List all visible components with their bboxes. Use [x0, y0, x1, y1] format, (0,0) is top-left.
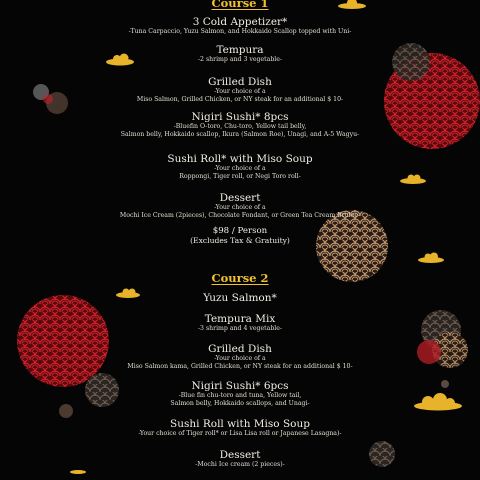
item-desc: -Bluefin O-toro, Chu-toro, Yellow tail belly, [173, 123, 307, 130]
item-name: Tempura [216, 44, 264, 56]
course-1-item-1 [0, 16, 480, 36]
item-name: Nigiri Sushi* 8pcs [191, 111, 289, 123]
course-2-item-6 [0, 449, 480, 469]
price: $98 / Person [212, 226, 268, 236]
course-1-item-6 [0, 192, 480, 220]
item-desc: -2 shrimp and 3 vegetable- [197, 56, 283, 63]
item-desc: Salmon belly, Hokkaido scallops, and Unagi- [170, 400, 310, 407]
item-desc: -Your choice of a [214, 204, 266, 211]
course-2-item-4 [0, 380, 480, 408]
item-name: Dessert [219, 449, 261, 461]
item-desc: Salmon belly, Hokkaido scallop, Ikura (Salmon Roe), Unagi, and A-5 Wagyu- [120, 131, 360, 138]
price-note: (Excludes Tax & Gratuity) [190, 236, 290, 245]
course-2-item-1 [0, 292, 480, 304]
item-name: Yuzu Salmon* [203, 292, 277, 304]
item-desc: -Tuna Carpaccio, Yuzu Salmon, and Hokkaido Scallop topped with Uni- [128, 28, 352, 35]
item-desc: Miso Salmon, Grilled Chicken, or NY steak for an additional $ 10- [136, 96, 344, 103]
item-name: Nigiri Sushi* 6pcs [191, 380, 289, 392]
item-name: Sushi Roll* with Miso Soup [167, 153, 313, 165]
course-1-price [0, 226, 480, 246]
course-2-item-2 [0, 313, 480, 333]
item-name: Grilled Dish [208, 343, 272, 355]
course-2-item-5 [0, 418, 480, 438]
item-name: Dessert [219, 192, 261, 204]
item-name: Sushi Roll with Miso Soup [170, 418, 310, 430]
item-desc: -3 shrimp and 4 vegetable- [197, 325, 283, 332]
item-desc: Miso Salmon kama, Grilled Chicken, or NY steak for an additional $ 10- [127, 363, 353, 370]
course-1-item-3 [0, 76, 480, 104]
course-2-title: Course 2 [211, 271, 269, 285]
item-desc: -Your choice of a [214, 88, 266, 95]
course-1-item-5 [0, 153, 480, 181]
item-name: Grilled Dish [208, 76, 272, 88]
item-name: Tempura Mix [204, 313, 276, 325]
red-wave-circle-left [17, 295, 109, 387]
item-desc: Roppongi, Tiger roll, or Negi Toro roll- [179, 173, 301, 180]
item-desc: -Your choice of a [214, 165, 266, 172]
item-desc: -Mochi Ice cream (2 pieces)- [195, 461, 285, 468]
item-desc: -Blue fin chu-toro and tuna, Yellow tail, [178, 392, 302, 399]
item-desc: Mochi Ice Cream (2pieces), Chocolate Fondant, or Green Tea Cream Brulee- [119, 212, 361, 219]
course-1-item-4 [0, 111, 480, 139]
item-desc: -Your choice of Tiger roll* or Lisa Lisa roll or Japanese Lasagna)- [138, 430, 342, 437]
course-2-item-3 [0, 343, 480, 371]
item-desc: -Your choice of a [214, 355, 266, 362]
course-1-title: Course 1 [211, 0, 269, 10]
item-name: 3 Cold Appetizer* [192, 16, 288, 28]
course-1-item-2 [0, 44, 480, 64]
